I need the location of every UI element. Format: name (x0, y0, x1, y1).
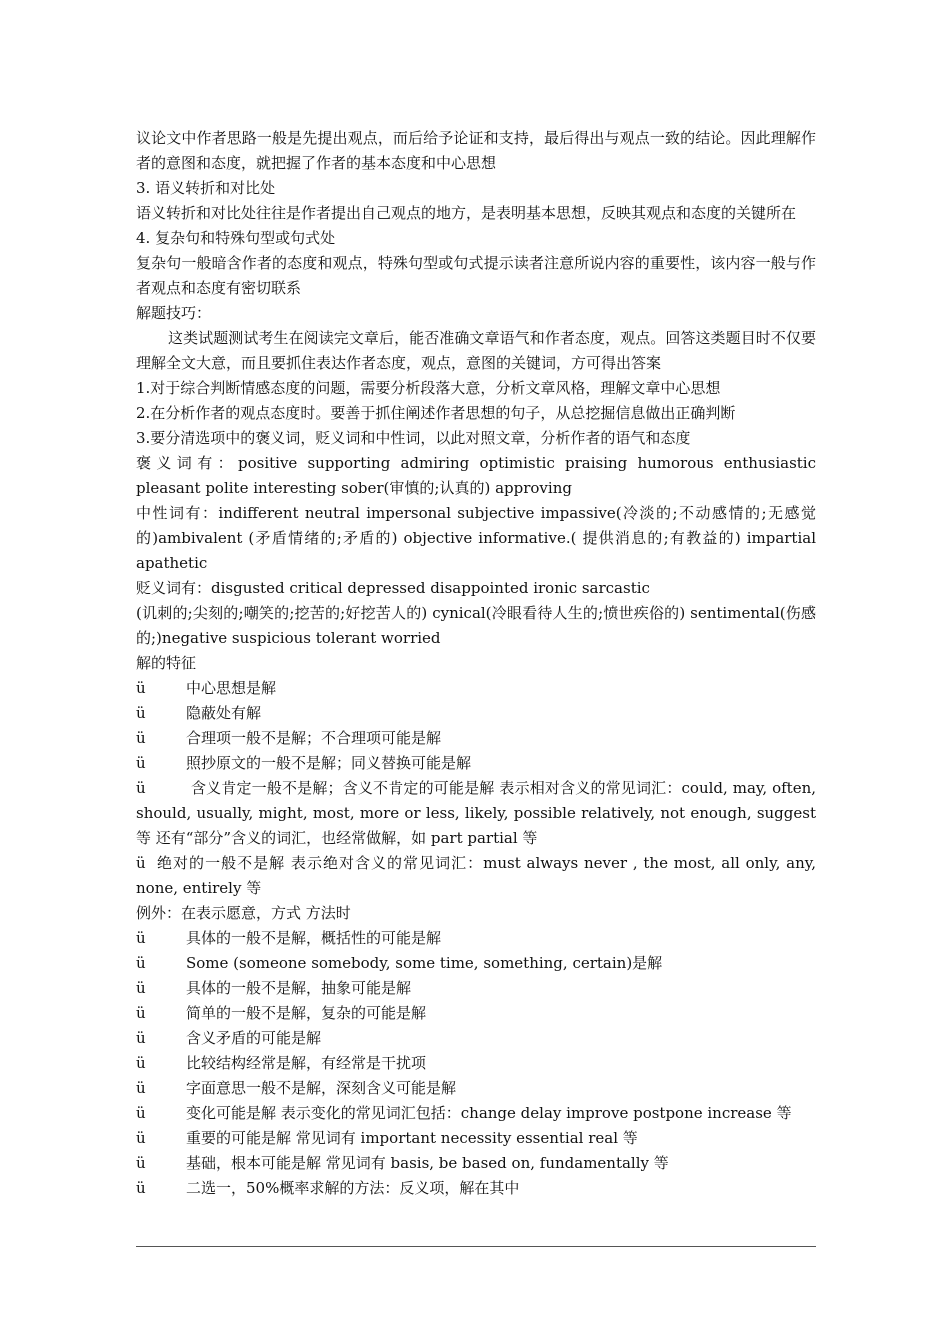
paragraph-contrast: 语义转折和对比处往往是作者提出自己观点的地方，是表明基本思想，反映其观点和态度的关键所在 (136, 204, 797, 222)
list-item (136, 926, 816, 951)
paragraph-absolute-meaning-text: 绝对的一般不是解 表示绝对含义的常见词汇：must always never , the most, all only, any, none, entirely 等 (136, 854, 816, 897)
heading-point-3: 3. 语义转折和对比处 (136, 179, 276, 197)
paragraph-tips-intro: 这类试题测试考生在阅读完文章后，能否准确文章语气和作者态度，观点。回答这类题目时不仅要理解全文大意，而且要抓住表达作者态度，观点，意图的关键词，方可得出答案 (136, 329, 816, 372)
tip-item-3: 3.要分清选项中的褒义词，贬义词和中性词，以此对照文章，分析作者的语气和态度 (136, 429, 691, 447)
negative-words: 贬义词有：disgusted critical depressed disappointed ironic sarcastic (136, 579, 650, 597)
list-item (136, 1126, 816, 1151)
list-item-text: 隐蔽处有解 (186, 704, 262, 722)
bullet-mark: ü (136, 779, 146, 797)
bullet-mark: ü (136, 929, 146, 947)
list-item-text: 含义矛盾的可能是解 (186, 1029, 322, 1047)
bullet-mark: ü (136, 1029, 146, 1047)
bullet-mark: ü (136, 679, 146, 697)
heading-answer-features: 解的特征 (136, 654, 197, 672)
bullet-mark: ü (136, 729, 146, 747)
list-item (136, 1151, 816, 1176)
list-item-text: 简单的一般不是解，复杂的可能是解 (186, 1004, 427, 1022)
list-item-text: 合理项一般不是解；不合理项可能是解 (186, 729, 442, 747)
footer-divider (136, 1246, 816, 1247)
list-item-text: 字面意思一般不是解，深刻含义可能是解 (186, 1079, 457, 1097)
list-item (136, 1101, 816, 1126)
exception-line: 例外：在表示愿意，方式 方法时 (136, 904, 351, 922)
bullet-mark: ü (136, 704, 146, 722)
bullet-mark: ü (136, 1129, 146, 1147)
bullet-mark: ü (136, 1079, 146, 1097)
bullet-mark: ü (136, 854, 146, 872)
list-item (136, 1026, 816, 1051)
bullet-mark: ü (136, 979, 146, 997)
heading-tips: 解题技巧： (136, 304, 212, 322)
bullet-mark: ü (136, 1104, 146, 1122)
list-item-text: 中心思想是解 (186, 679, 277, 697)
list-item (136, 1176, 816, 1201)
list-item (136, 676, 816, 701)
bullet-mark: ü (136, 1054, 146, 1072)
list-item (136, 1051, 816, 1076)
list-item (136, 726, 816, 751)
list-item-text: 照抄原文的一般不是解；同义替换可能是解 (186, 754, 472, 772)
list-item-text: 二选一，50%概率求解的方法：反义项，解在其中 (186, 1179, 520, 1197)
bullet-mark: ü (136, 1179, 146, 1197)
paragraph-argument-structure: 议论文中作者思路一般是先提出观点，而后给予论证和支持，最后得出与观点一致的结论。因此理解作者的意图和态度，就把握了作者的基本态度和中心思想 (136, 129, 816, 172)
positive-words: 褒义词有：positive supporting admiring optimistic praising humorous enthusiastic pleasant polite interesting sober(审慎的;认真的) approving (136, 454, 816, 497)
list-item-text: 基础，根本可能是解 常见词有 basis, be based on, fundamentally 等 (186, 1154, 669, 1172)
negative-words-continued: (讥刺的;尖刻的;嘲笑的;挖苦的;好挖苦人的) cynical(冷眼看待人生的;愤世疾俗的) sentimental(伤感的;)negative suspicious tolerant worried (136, 604, 816, 647)
list-item-text: 重要的可能是解 常见词有 important necessity essential real 等 (186, 1129, 638, 1147)
list-item-text: 比较结构经常是解，有经常是干扰项 (186, 1054, 427, 1072)
bullet-mark: ü (136, 954, 146, 972)
list-item (136, 1001, 816, 1026)
tip-item-2: 2.在分析作者的观点态度时。要善于抓住阐述作者思想的句子，从总挖掘信息做出正确判断 (136, 404, 736, 422)
heading-point-4: 4. 复杂句和特殊句型或句式处 (136, 229, 336, 247)
list-item-text: 变化可能是解 表示变化的常见词汇包括：change delay improve postpone increase 等 (186, 1104, 792, 1122)
paragraph-absolute-meaning (136, 851, 816, 901)
list-item (136, 976, 816, 1001)
list-item-text: 具体的一般不是解，抽象可能是解 (186, 979, 412, 997)
tip-item-1: 1.对于综合判断情感态度的问题，需要分析段落大意，分析文章风格，理解文章中心思想 (136, 379, 721, 397)
list-item-text: 具体的一般不是解，概括性的可能是解 (186, 929, 442, 947)
list-item (136, 751, 816, 776)
paragraph-complex-sentences: 复杂句一般暗含作者的态度和观点，特殊句型或句式提示读者注意所说内容的重要性，该内容一般与作者观点和态度有密切联系 (136, 254, 816, 297)
bullet-mark: ü (136, 754, 146, 772)
list-item (136, 951, 816, 976)
bullet-mark: ü (136, 1004, 146, 1022)
paragraph-relative-meaning (136, 776, 816, 851)
document-page (136, 126, 816, 1201)
paragraph-relative-meaning-text: 含义肯定一般不是解；含义不肯定的可能是解 表示相对含义的常见词汇：could, may, often, should, usually, might, most, more or less, likely, possible relatively, not enough, suggest 等 还有“部分”含义的词汇，也经常做解，如 part partial 等 (136, 779, 816, 847)
list-item (136, 1076, 816, 1101)
bullet-mark: ü (136, 1154, 146, 1172)
list-item (136, 701, 816, 726)
list-item-text: Some (someone somebody, some time, something, certain)是解 (186, 954, 663, 972)
neutral-words: 中性词有：indifferent neutral impersonal subjective impassive(冷淡的;不动感情的;无感觉的)ambivalent (矛盾情绪的;矛盾的) objective informative.( 提供消息的;有教益的) impartial apathetic (136, 504, 816, 572)
